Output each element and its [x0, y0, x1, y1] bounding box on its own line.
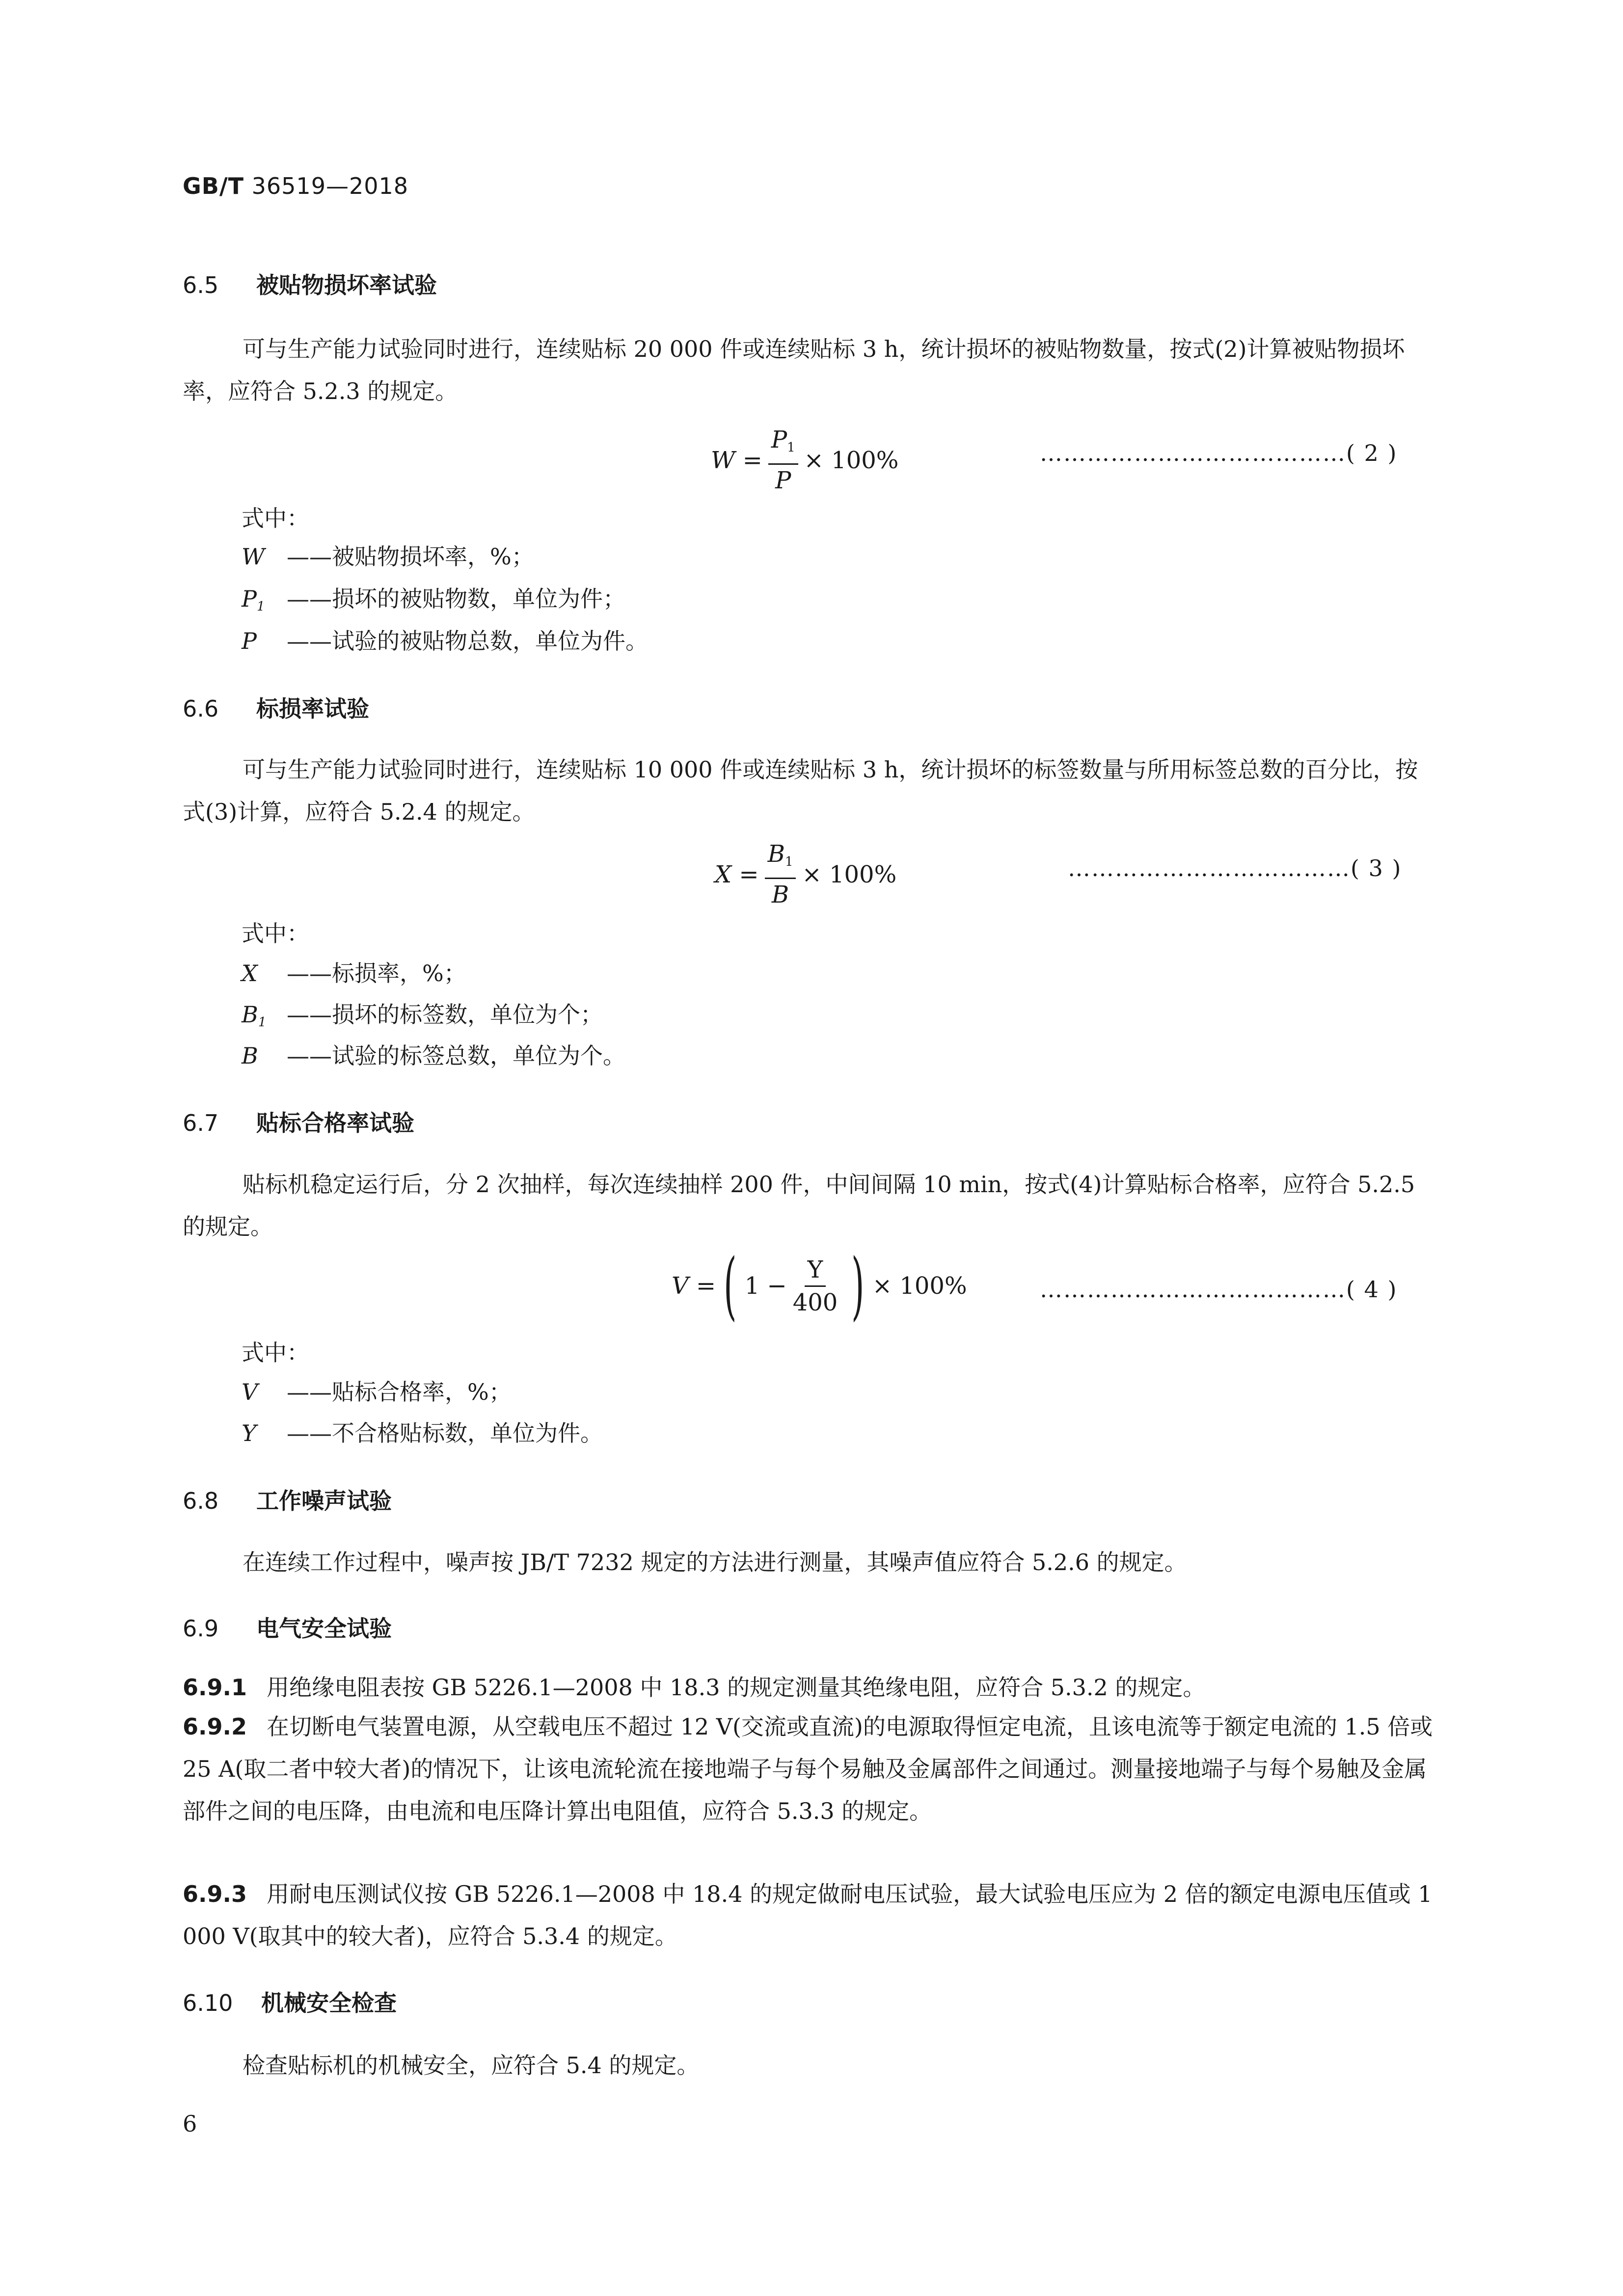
fraction	[793, 1256, 838, 1316]
fraction	[765, 840, 796, 908]
where-label: 式中：	[242, 1339, 309, 1366]
variable-symbol: W	[242, 543, 265, 570]
formula-2: W = $\frac{P_1}{P}$ × 100%	[711, 426, 899, 494]
clause-text: 用绝缘电阻表按 GB 5226.1—2008 中 18.3 的规定测量其绝缘电阻，应符合 5.3.2 的规定。	[266, 1674, 1206, 1701]
numerator: B	[767, 840, 785, 868]
standard-prefix: GB/T	[183, 173, 244, 199]
formula-tail: × 100%	[872, 1272, 967, 1300]
fraction	[768, 426, 798, 494]
section-6-6-paragraph: 可与生产能力试验同时进行，连续贴标 10 000 件或连续贴标 3 h，统计损坏的标签数量与所用标签总数的百分比，按式(3)计算，应符合 5.2.4 的规定。	[183, 756, 1418, 825]
variable-symbol: B	[242, 1001, 258, 1028]
section-6-7-paragraph: 贴标机稳定运行后，分 2 次抽样，每次连续抽样 200 件，中间间隔 10 min，按式(4)计算贴标合格率，应符合 5.2.5 的规定。	[183, 1171, 1415, 1240]
clause-number: 6.9.2	[183, 1713, 247, 1740]
variable-description: ——不合格贴标数，单位为件。	[287, 1420, 603, 1446]
formula-2-number: …………………………………( 2 )	[1040, 440, 1398, 466]
section-6-8-heading	[183, 1483, 392, 1516]
section-number: 6.9	[183, 1615, 219, 1642]
variable-row	[242, 1374, 512, 1407]
formula-tail: × 100%	[802, 860, 897, 888]
variable-description: ——损坏的标签数，单位为个；	[287, 1001, 603, 1028]
standard-number: 36519—2018	[244, 173, 409, 199]
clause-6-9-1	[183, 1666, 1439, 1709]
numerator-subscript: 1	[787, 440, 795, 455]
clause-6-9-2	[183, 1706, 1439, 1832]
variable-row	[242, 1038, 625, 1071]
section-6-5-paragraph: 可与生产能力试验同时进行，连续贴标 20 000 件或连续贴标 3 h，统计损坏的被贴物数量，按式(2)计算被贴物损坏率，应符合 5.2.3 的规定。	[183, 336, 1405, 404]
variable-symbol: Y	[242, 1420, 257, 1446]
clause-number: 6.9.3	[183, 1881, 247, 1907]
right-paren: )	[851, 1243, 865, 1329]
section-6-10-heading	[183, 1985, 397, 2018]
variable-row	[242, 539, 534, 572]
formula-lhs: V	[672, 1272, 689, 1300]
section-number: 6.7	[183, 1110, 219, 1136]
formula-4: V = ( 1 − $\frac{Y}{400}$ ) × 100%	[672, 1243, 967, 1329]
formula-4-number: …………………………………( 4 )	[1040, 1276, 1398, 1303]
document-code	[183, 173, 408, 199]
clause-6-9-3	[183, 1873, 1439, 1957]
variable-subscript: 1	[256, 599, 265, 614]
variable-symbol: B	[242, 1042, 258, 1069]
section-number: 6.6	[183, 695, 219, 722]
section-title: 工作噪声试验	[256, 1488, 392, 1514]
numerator: Y	[807, 1255, 823, 1283]
variable-symbol: P	[242, 628, 257, 654]
where-label: 式中：	[242, 505, 309, 532]
formula-lhs: X	[715, 860, 732, 888]
variable-row	[242, 623, 648, 656]
variable-row	[242, 956, 466, 988]
section-title: 标损率试验	[256, 695, 369, 722]
left-paren: (	[724, 1243, 737, 1329]
section-number: 6.5	[183, 272, 219, 298]
section-title: 机械安全检查	[261, 1990, 397, 2016]
formula-3: X = $\frac{B_1}{B}$ × 100%	[715, 840, 897, 908]
variable-symbol: V	[242, 1379, 258, 1405]
variable-symbol: P	[242, 586, 257, 612]
variable-subscript: 1	[258, 1015, 267, 1030]
section-number: 6.8	[183, 1488, 219, 1514]
denominator: P	[775, 467, 791, 494]
variable-description: ——试验的被贴物总数，单位为件。	[287, 628, 648, 654]
variable-row	[242, 1415, 603, 1448]
where-label: 式中：	[242, 920, 309, 947]
formula-lhs: W	[711, 446, 735, 474]
section-title: 贴标合格率试验	[256, 1110, 414, 1136]
variable-description: ——试验的标签总数，单位为个。	[287, 1042, 625, 1069]
clause-text: 在切断电气装置电源，从空载电压不超过 12 V(交流或直流)的电源取得恒定电流，且该电流等于额定电流的 1.5 倍或 25 A(取二者中较大者)的情况下，让该电流轮流在接地端子与每个易触及金属部件之间通过。测量接地端子与每个易触及金属部件之间的电压降，由电流和电压降计算出电阻值，应符合 5.3.3 的规定。	[183, 1713, 1433, 1824]
denominator: B	[771, 881, 789, 908]
numerator: P	[771, 426, 787, 454]
page-number: 6	[183, 2110, 197, 2137]
section-6-10-paragraph: 检查贴标机的机械安全，应符合 5.4 的规定。	[243, 2052, 700, 2079]
variable-symbol: X	[242, 960, 258, 987]
section-title: 电气安全试验	[256, 1615, 392, 1642]
clause-number: 6.9.1	[183, 1674, 247, 1701]
variable-description: ——损坏的被贴物数，单位为件；	[287, 586, 625, 612]
variable-description: ——被贴物损坏率，%；	[287, 543, 534, 570]
variable-row	[242, 581, 625, 614]
numerator-subscript: 1	[784, 854, 793, 869]
section-6-5-heading	[183, 267, 437, 300]
section-6-7-heading	[183, 1105, 414, 1138]
variable-description: ——标损率，%；	[287, 960, 466, 987]
formula-one-minus: 1 −	[744, 1272, 787, 1300]
section-number: 6.10	[183, 1990, 233, 2016]
clause-text: 用耐电压测试仪按 GB 5226.1—2008 中 18.4 的规定做耐电压试验，最大试验电压应为 2 倍的额定电源电压值或 1 000 V(取其中的较大者)，应符合 5.3.4 的规定。	[183, 1881, 1433, 1949]
section-6-6-heading	[183, 691, 369, 723]
section-6-8-paragraph: 在连续工作过程中，噪声按 JB/T 7232 规定的方法进行测量，其噪声值应符合 5.2.6 的规定。	[243, 1549, 1187, 1575]
variable-description: ——贴标合格率，%；	[287, 1379, 512, 1405]
section-6-9-heading	[183, 1611, 392, 1643]
variable-row	[242, 997, 603, 1030]
denominator: 400	[792, 1288, 838, 1316]
formula-tail: × 100%	[804, 446, 899, 474]
section-title: 被贴物损坏率试验	[256, 272, 437, 298]
formula-3-number: ………………………………( 3 )	[1068, 855, 1402, 881]
